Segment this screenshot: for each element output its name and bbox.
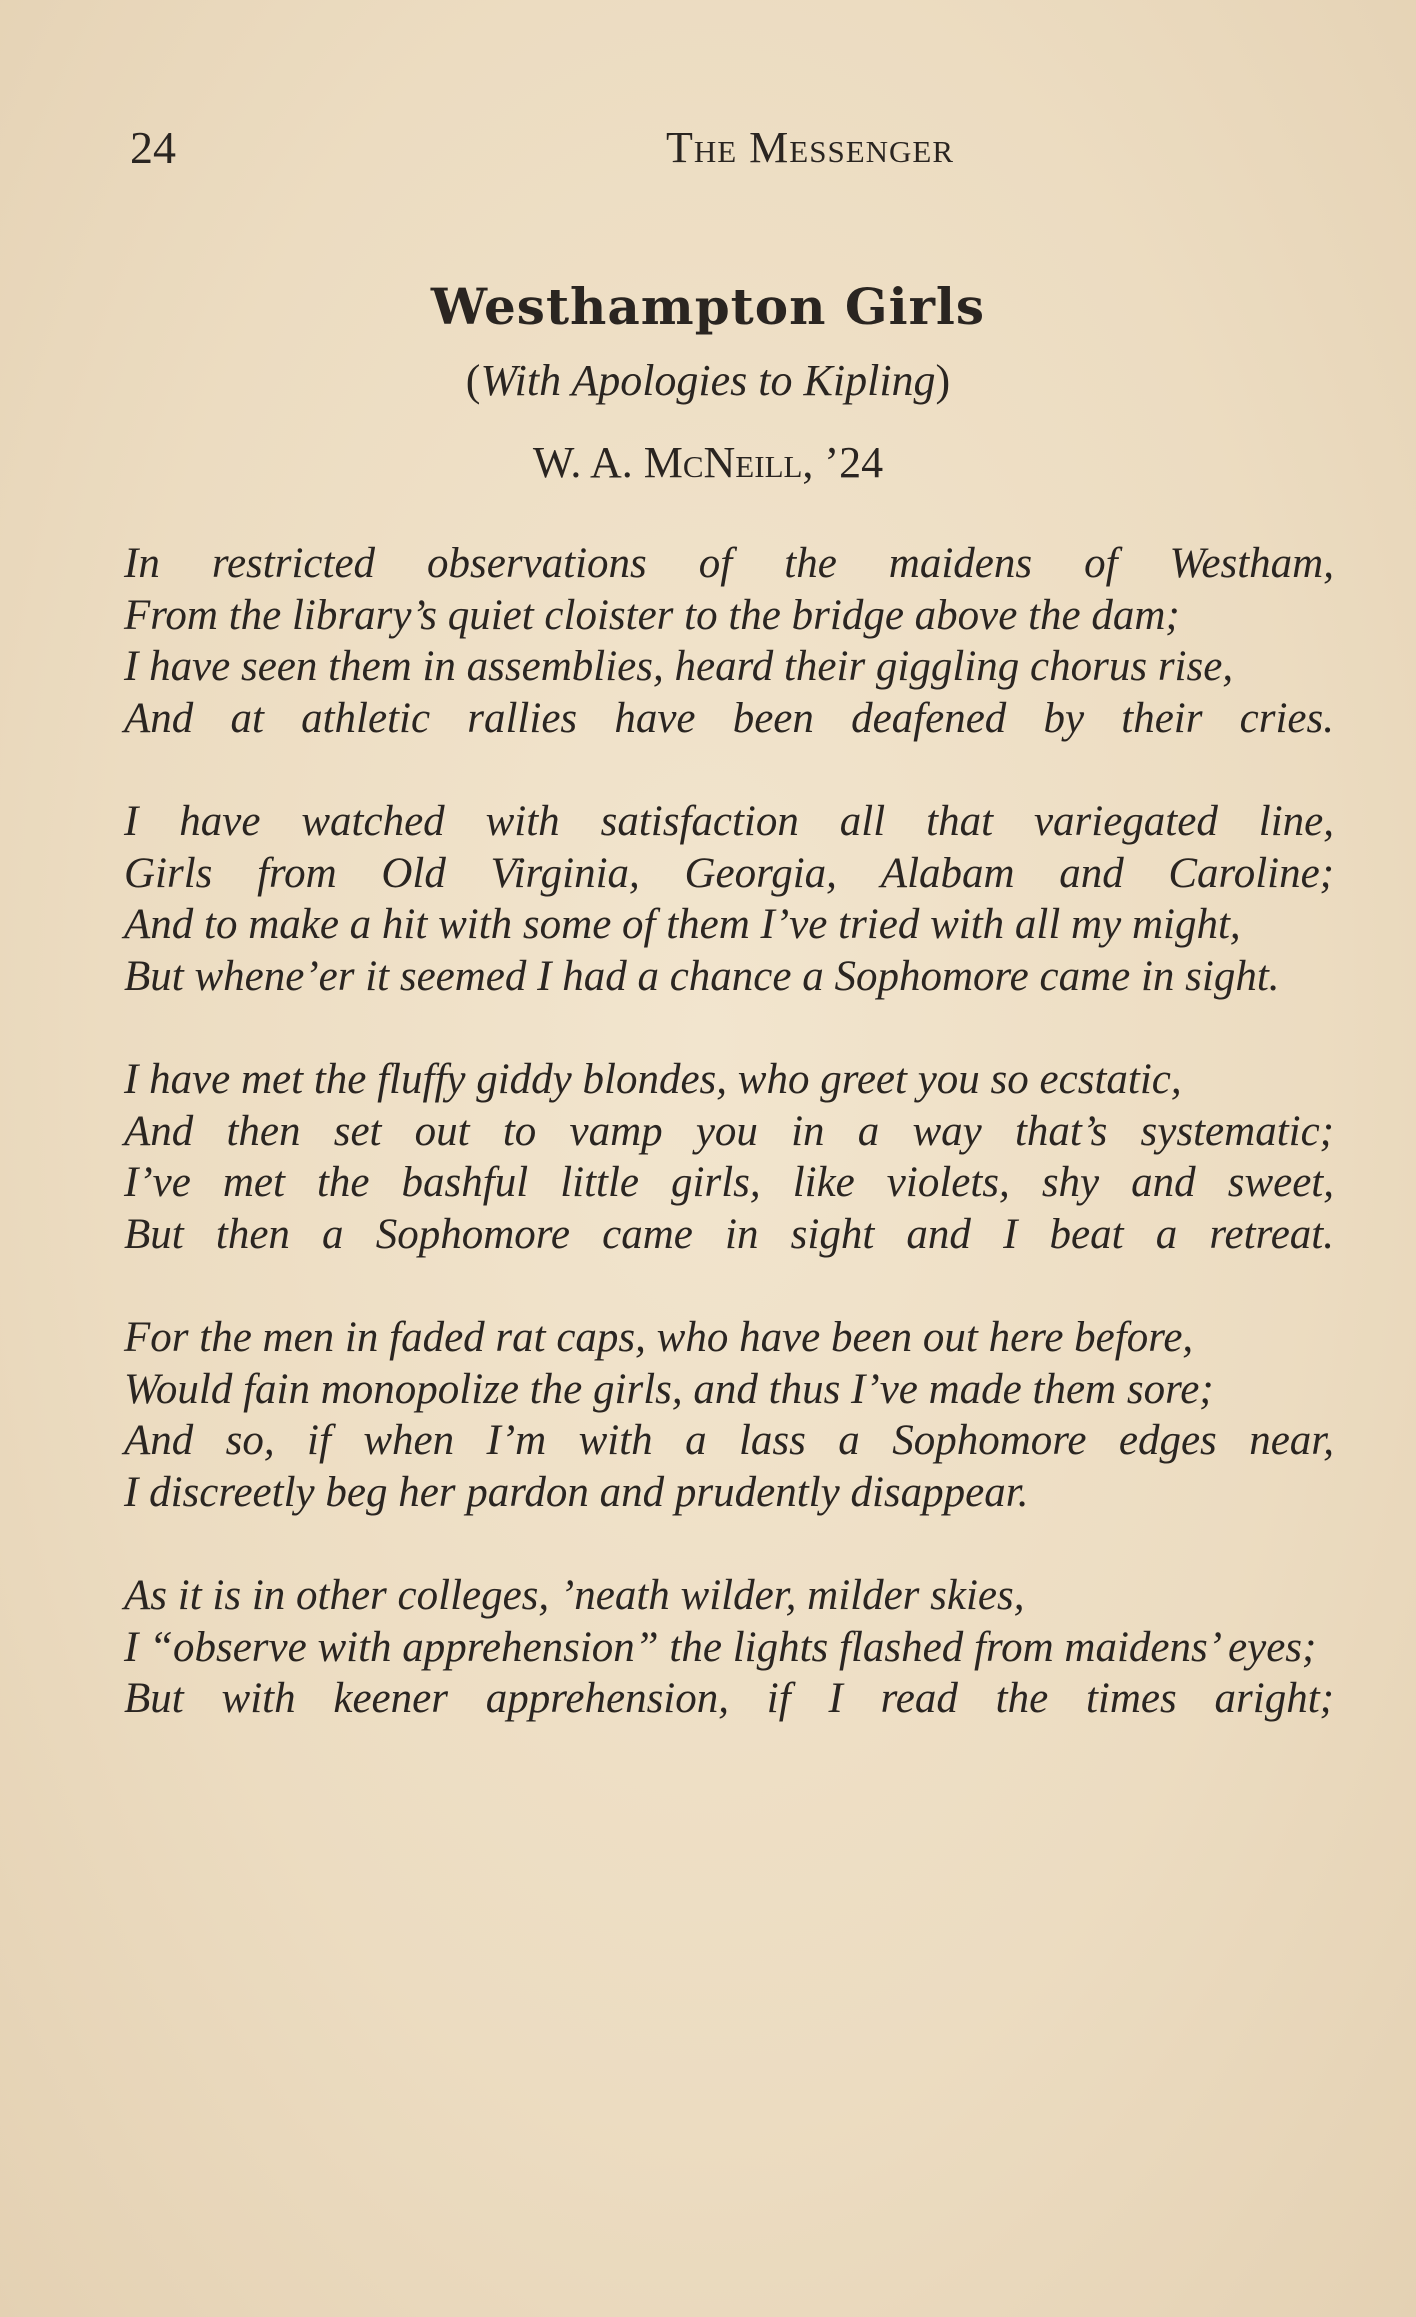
poem-line: And then set out to vamp you in a way that’s systematic; [124, 1107, 1334, 1155]
poem-line: But then a Sophomore came in sight and I beat a retreat. [124, 1210, 1334, 1258]
poem-line: And to make a hit with some of them I’ve tried with all my might, [124, 901, 1241, 948]
stanza [124, 1312, 1334, 1518]
poem-line: I discreetly beg her pardon and prudently disappear. [124, 1468, 1029, 1516]
poem-title: Westhampton Girls [430, 277, 986, 336]
running-head: The Messenger [665, 123, 955, 172]
poem-line: But with keener apprehension, if I read the times aright; [124, 1675, 1334, 1722]
poem-line: I have watched with satisfaction all that variegated line, [124, 798, 1334, 845]
poem-line: I have met the fluffy giddy blondes, who greet you so ecstatic, [124, 1056, 1182, 1103]
poem-line: Girls from Old Virginia, Georgia, Alabam and Caroline; [124, 849, 1334, 897]
poem-line: In restricted observations of the maidens of Westham, [124, 540, 1334, 587]
poem-line: I “observe with apprehension” the lights flashed from maidens’ eyes; [124, 1623, 1317, 1671]
poem-line: But whene’er it seemed I had a chance a Sophomore came in sight. [124, 952, 1280, 1000]
page-number: 24 [130, 122, 176, 173]
poem-body [124, 538, 1334, 1777]
poem-line: For the men in faded rat caps, who have been out here before, [124, 1314, 1194, 1361]
poem-author: W. A. McNeill, ’24 [532, 438, 884, 487]
poem-line: As it is in other colleges, ’neath wilder, milder skies, [124, 1572, 1025, 1619]
page-header [130, 118, 1330, 178]
poem-line: And so, if when I’m with a lass a Sophomore edges near, [124, 1417, 1334, 1464]
poem-subtitle [0, 350, 1416, 412]
poem-line: And at athletic rallies have been deafened by their cries. [124, 694, 1334, 742]
stanza [124, 1570, 1334, 1725]
stanza [124, 796, 1334, 1002]
subtitle-text: With Apologies to Kipling [480, 356, 936, 405]
poem-line: I’ve met the bashful little girls, like violets, shy and sweet, [124, 1159, 1334, 1206]
subtitle-open-paren: ( [465, 356, 481, 405]
poem-line: I have seen them in assemblies, heard their giggling chorus rise, [124, 643, 1234, 690]
poem-line: From the library’s quiet cloister to the bridge above the dam; [124, 591, 1180, 639]
subtitle-close-paren: ) [935, 356, 951, 405]
stanza [124, 1054, 1334, 1260]
stanza [124, 538, 1334, 744]
poem-line: Would fain monopolize the girls, and thus I’ve made them sore; [124, 1365, 1214, 1413]
